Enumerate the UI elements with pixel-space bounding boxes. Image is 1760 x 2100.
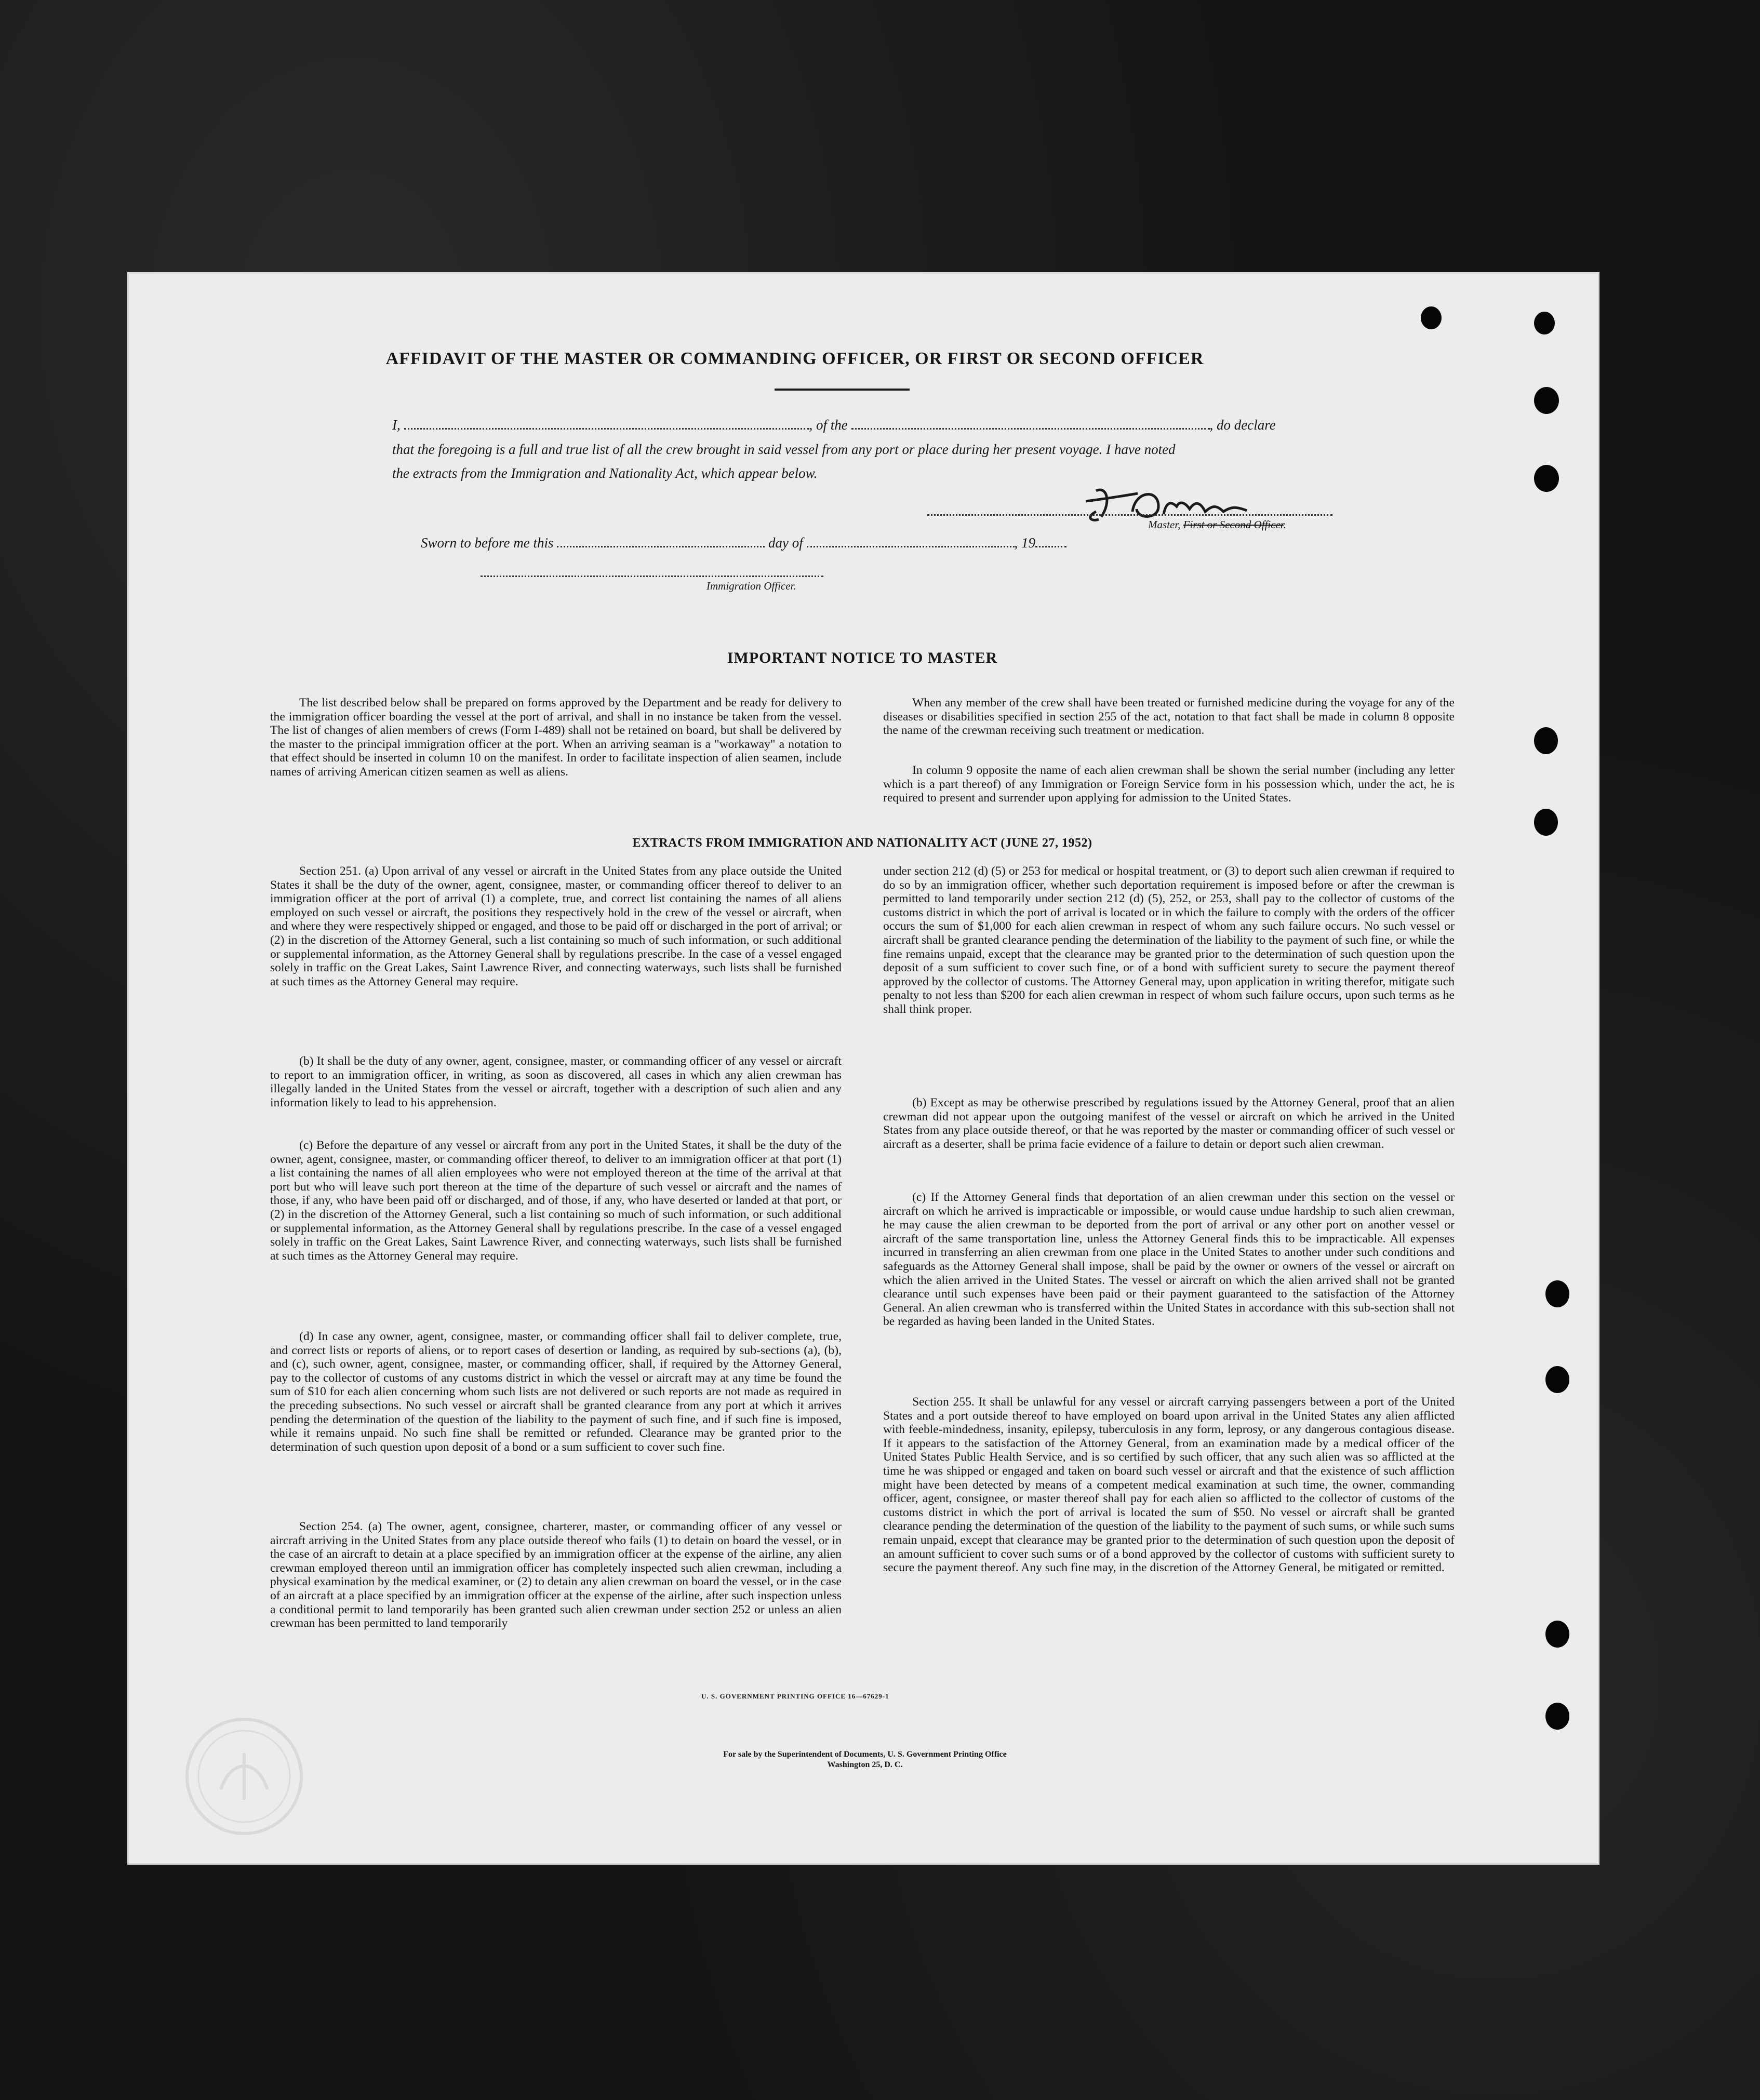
- sale-line-1: For sale by the Superintendent of Documents, U. S. Government Printing Office: [723, 1750, 1007, 1759]
- sale-line-2: Washington 25, D. C.: [827, 1760, 903, 1769]
- punch-hole: [1545, 1621, 1569, 1648]
- section-251-c: (c) Before the departure of any vessel or aircraft from any port in the United States, it shall be the duty of the owner, agent, consignee, master, or commanding officer thereof, to deliver to an immigration officer at that port (1) a list containing the names of all alien employees who were not employed thereon at the time of the arrival at that port but who will leave such port thereon at the time of the departure of such vessel or aircraft and the names of those, if any, who have been paid off or discharged, and of those, if any, who have deserted or landed at that port, or (2) in the discretion of the Attorney General, such a list containing so much of such information, or such additional or supplemental information, as the Attorney General shall by regulations prescribe. In the case of a vessel engaged solely in traffic on the Great Lakes, Saint Lawrence River, and connecting waterways, such lists shall be furnished at such times as the Attorney General may require.: [270, 1139, 842, 1263]
- name-blank: [404, 424, 809, 430]
- section-254-c: (c) If the Attorney General finds that deportation of an alien crewman under this section on the vessel or aircraft on which he arrived is impracticable or impossible, or would cause undue hardship to such alien crewman, he may cause the alien crewman to be deported from the port of arrival or any other port on another vessel or aircraft of the same transportation line, unless the Attorney General finds this to be impracticable. All expenses incurred in transferring an alien crewman from one place in the United States to another under such conditions and safeguards as the Attorney General shall impose, shall be paid by the owner or owners of the vessel or aircraft on which the alien arrived in the United States. The vessel or aircraft on which the alien arrived shall not be granted clearance until such expenses have been paid or their payment guaranteed to the satisfaction of the Attorney General. An alien crewman who is transferred within the United States in accordance with this sub-section shall not be regarded as having been landed in the United States.: [883, 1191, 1455, 1329]
- declaration-do-declare: , do declare: [1209, 417, 1276, 433]
- punch-hole: [1534, 465, 1559, 492]
- punch-hole: [1534, 312, 1555, 335]
- section-251-d: (d) In case any owner, agent, consignee, master, or commanding officer shall fail to deliver complete, true, and correct lists or reports of aliens, or to report cases of desertion or landing, as required by sub-sections (a), (b), and (c), such owner, agent, consignee, master, or commanding officer, shall, if required by the Attorney General, pay to the collector of customs of any customs district in which the vessel or aircraft may at any time be found the sum of $10 for each alien concerning whom such lists are not delivered or such reports are not made as required in the preceding subsections. No such vessel or aircraft shall be granted clearance from any port at which it arrives pending the determination of the question of the liability to the payment of such fine, and if such fine is imposed, while it remains unpaid. No such fine shall be remitted or refunded. Clearance may be granted prior to the determination of such question upon deposit of a bond or a sum sufficient to cover such fine.: [270, 1330, 842, 1454]
- gpo-mark: U. S. GOVERNMENT PRINTING OFFICE 16—67629-1: [701, 1692, 889, 1700]
- sworn-day-of: day of: [768, 535, 803, 551]
- notice-left: The list described below shall be prepared on forms approved by the Department and be ready for delivery to the immigration officer boarding the vessel at the port of arrival, and shall in no instance be taken from the vessel. The list of changes of alien members of crews (Form I-489) shall not be retained on board, but shall be delivered by the master to the principal immigration officer at the port. When an arriving seaman is a "workaway" a notation to that effect should be inserted in column 10 on the manifest. In order to facilitate inspection of alien seamen, include names of arriving American citizen seamen as well as aliens.: [270, 696, 842, 779]
- vessel-blank: [851, 424, 1210, 430]
- day-blank: [557, 542, 765, 547]
- section-254-b: (b) Except as may be otherwise prescribed by regulations issued by the Attorney General, proof that an alien crewman did not appear upon the outgoing manifest of the vessel or aircraft on which he arrived in the United States from any place outside thereof, or that he was reported by the master or commanding officer of such vessel or aircraft as a deserter, shall be prima facie evidence of a failure to detain or deport such alien crewman.: [883, 1096, 1455, 1151]
- declaration-of-the: , of the: [809, 417, 848, 433]
- declaration-line-1: [392, 413, 1276, 437]
- section-254-a-cont: under section 212 (d) (5) or 253 for medical or hospital treatment, or (3) to deport such alien crewman if required to do so by an immigration officer, whether such deportation requirement is imposed before or after the crewman is permitted to land temporarily under section 212 (d) (5), 252, or 253, shall pay to the collector of customs of the customs district in which the port of arrival is located or in which the failure to comply with the orders of the officer occurs the sum of $1,000 for each alien crewman in respect of whom any such failure occurs. No such vessel or aircraft shall be granted clearance pending the determination of the liability to the payment of such fine, or while the fine remains unpaid, except that the clearance may be granted prior to the determination of such question upon the deposit of a sum sufficient to cover such fine, or of a bond with sufficient surety to secure the payment thereof approved by the collector of customs. The Attorney General may, upon application in writing therefor, mitigate such penalty to not less than $200 for each alien crewman in respect of whom such failure occurs, upon such terms as he shall think proper.: [883, 864, 1455, 1016]
- punch-hole: [1421, 306, 1442, 329]
- month-blank: [807, 542, 1015, 547]
- title-rule: [775, 389, 910, 391]
- punch-hole: [1534, 727, 1558, 754]
- sale-notice: [597, 1749, 1132, 1770]
- section-251-b: (b) It shall be the duty of any owner, agent, consignee, master, or commanding officer of any vessel or aircraft to report to an immigration officer, in writing, as soon as discovered, all cases in which any alien crewman has illegally landed in the United States from the vessel or aircraft, together with a description of such alien and any information likely to lead to his apprehension.: [270, 1054, 842, 1109]
- caption-period: .: [1283, 518, 1286, 531]
- punch-hole: [1545, 1703, 1569, 1730]
- declaration-line-2: that the foregoing is a full and true list of all the crew brought in said vessel from any port or place during her present voyage. I have noted: [392, 442, 1176, 457]
- section-255: Section 255. It shall be unlawful for any vessel or aircraft carrying passengers between a port of the United States and a port outside thereof to have employed on board upon arrival in the United States any alien afflicted with feeble-mindedness, insanity, epilepsy, tuberculosis in any form, leprosy, or any dangerous contagious disease. If it appears to the satisfaction of the Attorney General, from an examination made by a medical officer of the United States Public Health Service, and is so certified by such officer, that any such alien was so afflicted at the time he was shipped or engaged and taken on board such vessel or aircraft and that the existence of such affliction might have been detected by means of a competent medical examination at such time, the owner, commanding officer, agent, consignee, or master thereof shall pay for each alien so afflicted to the collector of customs of the customs district in which the port of arrival is located the sum of $50. No vessel or aircraft shall be granted clearance pending the determination of the question of the liability to the payment of such sums, or while such sums remain unpaid, except that clearance may be granted prior to the determination of such question upon the deposit of an amount sufficient to cover such sums or of a bond approved by the collector of customs with sufficient surety to secure the payment thereof. Any such fine may, in the discretion of the Attorney General, be mitigated or remitted.: [883, 1395, 1455, 1575]
- immigration-officer-caption: Immigration Officer.: [706, 580, 796, 592]
- extracts-title: EXTRACTS FROM IMMIGRATION AND NATIONALITY ACT (JUNE 27, 1952): [632, 836, 1092, 850]
- section-251-a: Section 251. (a) Upon arrival of any vessel or aircraft in the United States from any place outside the United States it shall be the duty of the owner, agent, consignee, master, or commanding officer thereof to deliver to an immigration officer at the port of arrival (1) a complete, true, and correct list containing the names of all aliens employed on such vessel or aircraft, the positions they respectively hold in the crew of the vessel or aircraft, when and where they were respectively shipped or engaged, and those to be paid off or discharged in the port of arrival; or (2) in the discretion of the Attorney General, such a list containing so much of such information, or such additional or supplemental information, as the Attorney General shall by regulations prescribe. In the case of a vessel engaged solely in traffic on the Great Lakes, Saint Lawrence River, and connecting waterways, such lists shall be furnished at such times as the Attorney General may require.: [270, 864, 842, 988]
- signature-line: [927, 514, 1332, 516]
- section-254-a: Section 254. (a) The owner, agent, consignee, charterer, master, or commanding officer of any vessel or aircraft arriving in the United States from any place outside thereof who fails (1) to detain on board the vessel, or in the case of an aircraft to detain at a place specified by an immigration officer at the expense of the airline, any alien crewman employed thereon until an immigration officer has completely inspected such alien crewman, including a physical examination by the medical examiner, or (2) to detain any alien crewman on board the vessel, or in the case of an aircraft at a place specified by an immigration officer at the expense of the airline, after such inspection unless a conditional permit to land temporarily has been granted such alien crewman under section 252 or unless an alien crewman has been permitted to land temporarily: [270, 1520, 842, 1630]
- sworn-year: , 19: [1014, 535, 1035, 551]
- caption-struck-officer: First or Second Officer: [1183, 518, 1284, 531]
- affidavit-title: AFFIDAVIT OF THE MASTER OR COMMANDING OFFICER, OR FIRST OR SECOND OFFICER: [385, 349, 1204, 368]
- notice-title: IMPORTANT NOTICE TO MASTER: [727, 649, 998, 666]
- year-blank: [1035, 542, 1066, 547]
- declaration-i: I,: [392, 417, 401, 433]
- sworn-line: [421, 535, 1066, 551]
- punch-hole: [1545, 1366, 1569, 1393]
- embossed-seal-icon: [164, 1711, 325, 1841]
- immigration-officer-line: [481, 576, 823, 577]
- signature-caption: [1148, 518, 1286, 531]
- punch-hole: [1545, 1280, 1569, 1307]
- notice-right-2: In column 9 opposite the name of each alien crewman shall be shown the serial number (including any letter which is a part thereof) of any Immigration or Foreign Service form in his possession which, under the act, he is required to present and surrender upon applying for admission to the United States.: [883, 764, 1455, 805]
- punch-hole: [1534, 387, 1559, 414]
- declaration-line-3: the extracts from the Immigration and Nationality Act, which appear below.: [392, 465, 818, 481]
- sworn-prefix: Sworn to before me this: [421, 535, 554, 551]
- punch-hole: [1534, 809, 1558, 836]
- notice-right-1: When any member of the crew shall have been treated or furnished medicine during the voyage for any of the diseases or disabilities specified in section 255 of the act, notation to that fact shall be made in column 8 opposite the name of the crewman receiving such treatment or medication.: [883, 696, 1455, 738]
- caption-master: Master,: [1148, 518, 1181, 531]
